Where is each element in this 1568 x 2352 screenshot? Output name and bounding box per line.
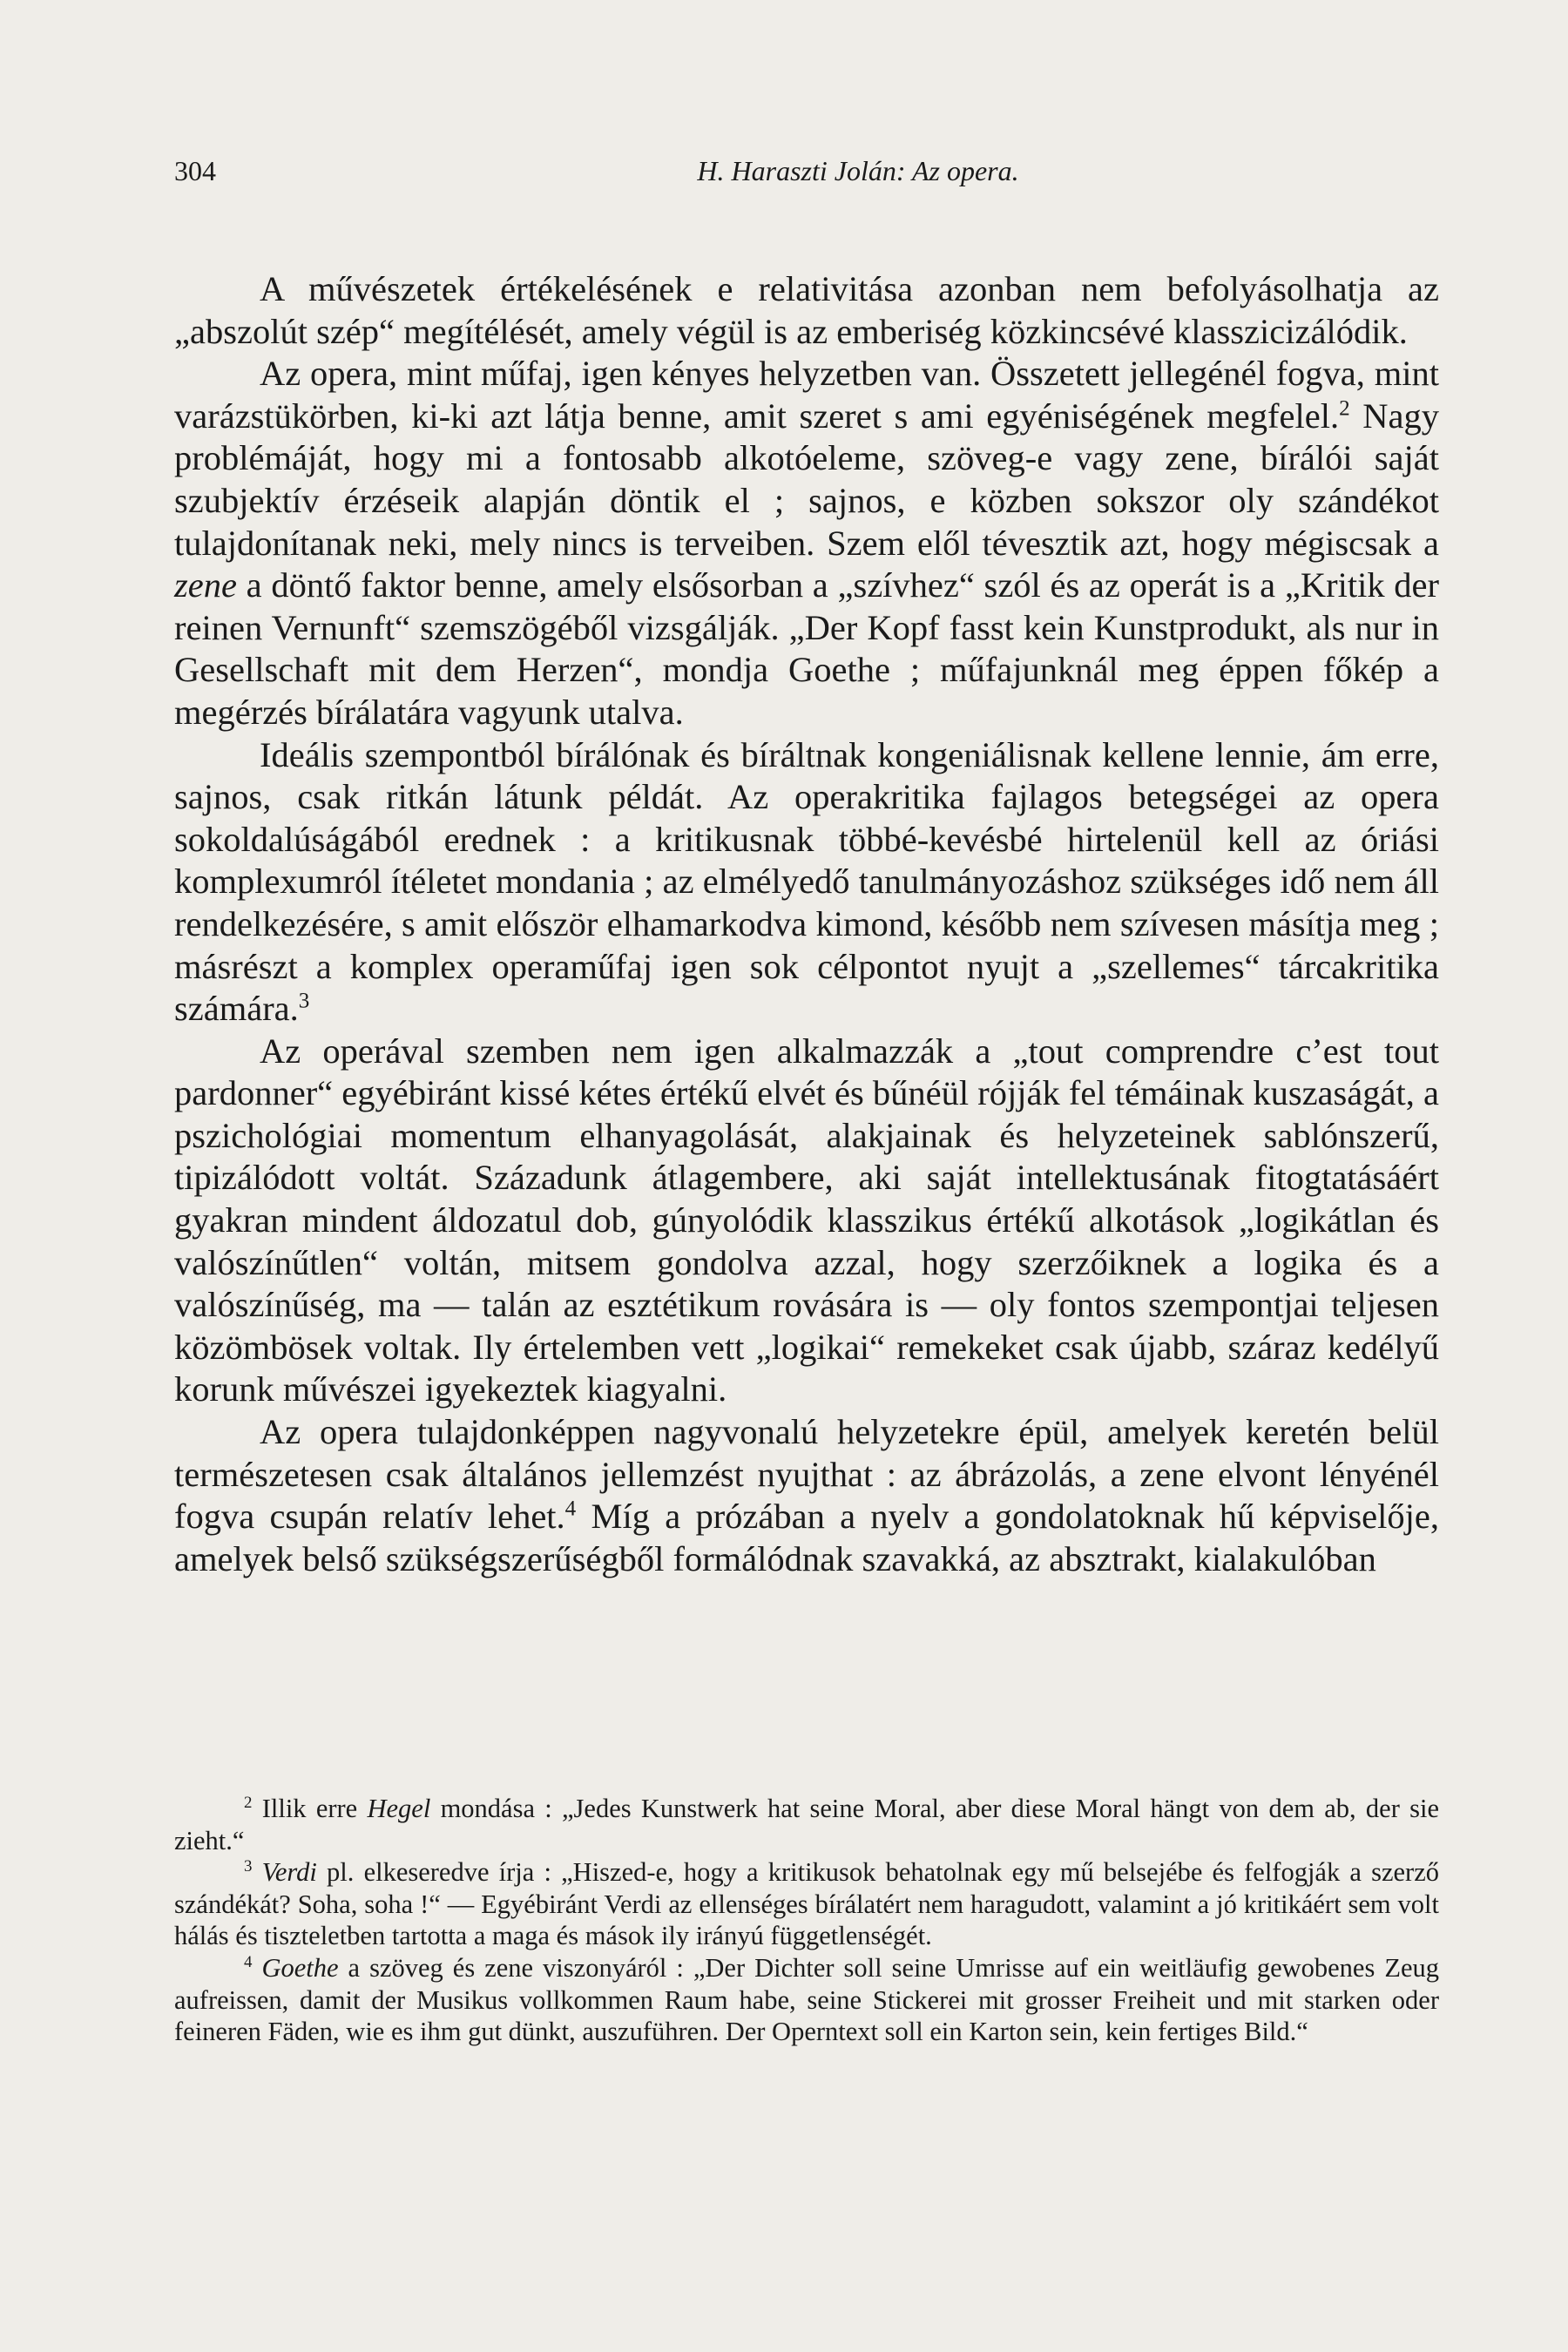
footnote-ref-3: 3 [298, 989, 310, 1013]
paragraph-2: Az opera, mint műfaj, igen kényes helyzetben van. Összetett jellegénél fogva, mint varázstükörben, ki-ki azt látja benne, amit szeret s ami egyéniségének megfelel.$^2$ Nagy problémáját, hogy mi a fontosabb alkotóeleme, szöveg-e vagy zene, bírálói saját szubjektív érzéseik alapján döntik el ; sajnos, e közben sokszor oly szándékot tulajdonítanak neki, mely nincs is terveiben. Szem elől tévesztik azt, hogy mégiscsak a zene a döntő faktor benne, amely elsősorban a „szívhez“ szól és az operát is a „Kritik der reinen Vernunft“ szemszögéből vizsgálják. „Der Kopf fasst kein Kunstprodukt, als nur in Gesellschaft mit dem Herzen“, mondja Goethe ; műfajunknál meg éppen főkép a megérzés bírálatára vagyunk utalva. [174, 354, 1439, 732]
paragraph-5: Az opera tulajdonképpen nagyvonalú helyzetekre épül, amelyek keretén belül természetesen csak általános jellemzést nyujthat : az ábrázolás, a zene elvont lényénél fogva csupán relatív lehet.$^4$ Míg a prózában a nyelv a gondolatoknak hű képviselője, amelyek belső szükségszerűségből formálódnak szavakká, az absztrakt, kialakulóban [174, 1412, 1439, 1578]
paragraph-3: Ideális szempontból bírálónak és bíráltnak kongeniálisnak kellene lennie, ám erre, sajnos, csak ritkán látunk példát. Az operakritika fajlagos betegségei az opera sokoldalúságából erednek : a kritikusnak többé-kevésbé hirtelenül kell az óriási komplexumról ítéletet mondania ; az elmélyedő tanulmányozáshoz szükséges idő nem áll rendelkezésére, s amit először elhamarkodva kimond, később nem szívesen másítja meg ; másrészt a komplex operaműfaj igen sok célpontot nyujt a „szellemes“ tárcakritika számára.$^3$ [174, 734, 1439, 1029]
page-header [174, 155, 1437, 193]
footnote-2: $^2$ Illik erre Hegel mondása : „Jedes Kunstwerk hat seine Moral, aber diese Moral hängt von dem ab, der sie zieht.“ [174, 1793, 1439, 1855]
body-text [174, 268, 1439, 1580]
running-title: H. Haraszti Jolán: Az opera. [697, 155, 1019, 186]
footnote-ref-4: 4 [564, 1497, 577, 1521]
footnote-4: $^4$ Goethe a szöveg és zene viszonyáról : „Der Dichter soll seine Umrisse auf ein weitläufig gewobenes Zeug aufreissen, damit der Musikus vollkommen Raum habe, seine Stickerei mit grosser Freiheit und mit starken oder feineren Fäden, wie es ihm gut dünkt, auszuführen. Der Operntext soll ein Karton sein, kein fertiges Bild.“ [174, 1952, 1440, 2047]
footnotes [174, 1793, 1439, 2048]
paragraph-1: A művészetek értékelésének e relativitása azonban nem befolyásolhatja az „abszolút szép“ megítélését, amely végül is az emberiség közkincsévé klasszicizálódik. [174, 269, 1439, 351]
page-number: 304 [174, 155, 216, 186]
footnote-ref-2: 2 [1339, 396, 1350, 421]
paragraph-4: Az operával szemben nem igen alkalmazzák a „tout comprendre c’est tout pardonner“ egyébiránt kissé kétes értékű elvét és bűnéül rójják fel témáinak kuszaságát, a pszichológiai momentum elhanyagolását, alakjainak és helyzeteinek sablónszerű, tipizálódott voltát. Századunk átlagembere, aki saját intellektusának fitogtatásáért gyakran mindent áldozatul dob, gúnyolódik klasszikus értékű alkotások „logikátlan és valószínűtlen“ voltán, mitsem gondolva azzal, hogy szerzőiknek a logika és a valószínűség, ma — talán az esztétikum rovására is — oly fontos szempontjai teljesen közömbösek voltak. Ily értelemben vett „logikai“ remekeket csak újabb, száraz kedélyű korunk művészei igyekeztek kiagyalni. [174, 1031, 1439, 1409]
footnote-3: $^3$ Verdi pl. elkeseredve írja : „Hiszed-e, hogy a kritikusok behatolnak egy mű belsejébe és felfogják a szerző szándékát? Soha, soha !“ — Egyébiránt Verdi az ellenséges bírálatért nem haragudott, valamint a jó kritikáért sem volt hálás és tiszteletben tartotta a maga és mások ily irányú függetlenségét. [174, 1857, 1439, 1951]
footnote-number: 3 [244, 1857, 253, 1876]
footnote-number: 4 [244, 1952, 253, 1971]
footnote-number: 2 [244, 1793, 253, 1812]
